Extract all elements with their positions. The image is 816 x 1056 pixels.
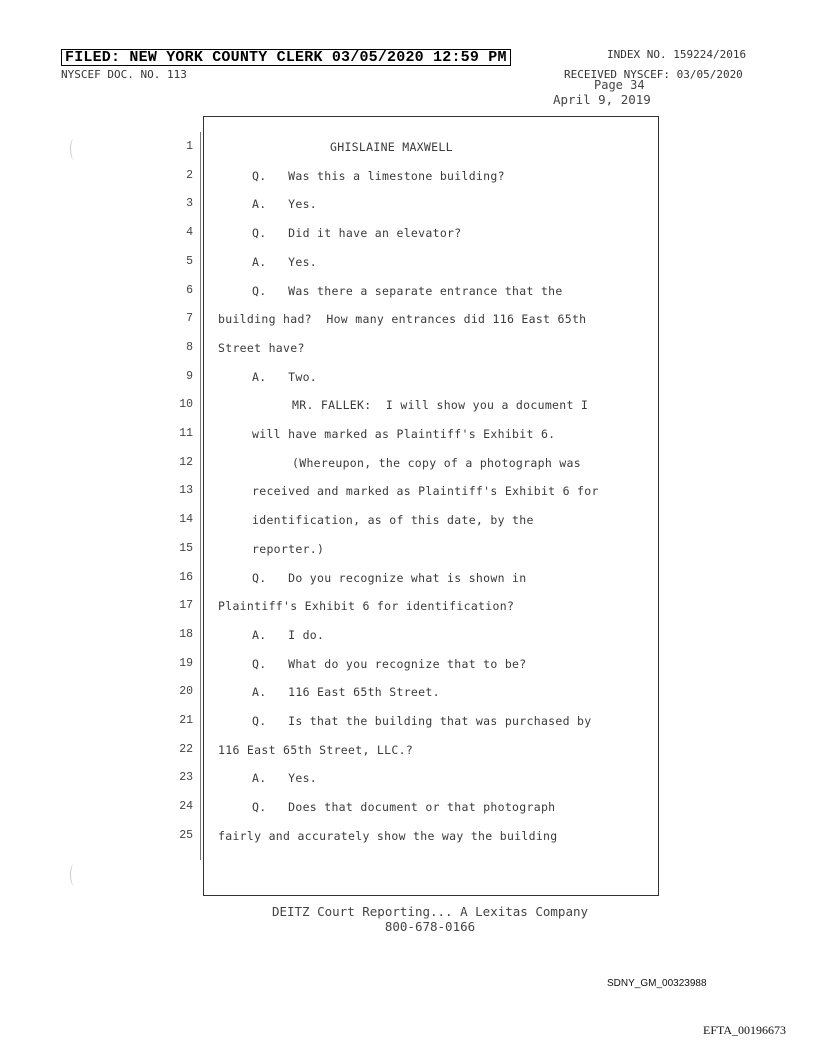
line-number: 20: [179, 685, 193, 699]
line-number: 3: [186, 197, 193, 211]
transcript-line: MR. FALLEK: I will show you a document I: [292, 398, 589, 413]
transcript-line: Q. Does that document or that photograph: [252, 800, 556, 815]
scan-mark: [70, 864, 79, 886]
line-number: 23: [179, 771, 193, 785]
transcript-line: building had? How many entrances did 116 East 65th: [218, 312, 587, 327]
line-number: 5: [186, 254, 193, 268]
transcript-line: Q. Do you recognize what is shown in: [252, 570, 527, 585]
transcript-line: (Whereupon, the copy of a photograph was: [292, 455, 581, 470]
nyscef-doc-number: NYSCEF DOC. NO. 113: [61, 68, 187, 81]
transcript-line: will have marked as Plaintiff's Exhibit 6.: [252, 427, 556, 441]
line-number: 17: [179, 599, 193, 613]
transcript-line: A. Yes.: [252, 254, 318, 269]
line-number: 8: [186, 340, 193, 354]
line-number: 6: [186, 283, 193, 297]
line-number: 1: [186, 140, 193, 153]
line-number: 15: [179, 541, 193, 555]
transcript-line: Q. What do you recognize that to be?: [252, 656, 527, 671]
transcript-line: Street have?: [218, 340, 305, 355]
line-number: 19: [179, 656, 193, 670]
scan-mark: [70, 138, 79, 160]
page-number: Page 34: [594, 78, 645, 92]
line-number: 21: [179, 714, 193, 727]
line-number: 4: [186, 226, 193, 240]
transcript-line: reporter.): [252, 541, 325, 556]
transcript-line: Q. Was there a separate entrance that the: [252, 283, 563, 298]
filed-stamp: FILED: NEW YORK COUNTY CLERK 03/05/2020 12:59 PM: [61, 49, 511, 66]
transcript-line: A. I do.: [252, 627, 325, 642]
line-number: 24: [179, 800, 193, 814]
deposition-date: April 9, 2019: [553, 92, 651, 107]
line-number: 16: [179, 570, 193, 584]
transcript-line: A. Yes.: [252, 771, 318, 786]
line-number: 12: [179, 455, 193, 469]
reporter-phone: 800-678-0166: [384, 919, 476, 934]
transcript-line: fairly and accurately show the way the building: [218, 828, 558, 843]
line-number: 18: [179, 627, 193, 641]
transcript-line: Q. Did it have an elevator?: [252, 226, 462, 241]
transcript-line: Plaintiff's Exhibit 6 for identification?: [218, 599, 515, 614]
line-number: 9: [186, 369, 193, 383]
line-number: 13: [179, 484, 193, 498]
line-number: 22: [179, 742, 193, 756]
received-date: RECEIVED NYSCEF: 03/05/2020: [564, 68, 743, 81]
transcript-line: A. Two.: [252, 369, 318, 384]
line-number: 25: [179, 828, 193, 842]
transcript-line: Q. Was this a limestone building?: [252, 168, 505, 183]
transcript-line: Q. Is that the building that was purchased by: [252, 714, 592, 728]
line-number: 10: [179, 398, 193, 412]
transcript-line: A. 116 East 65th Street.: [252, 685, 440, 700]
line-number: 7: [186, 312, 193, 326]
line-number: 14: [179, 513, 193, 527]
line-number: 2: [186, 168, 193, 182]
transcript-line: A. Yes.: [252, 197, 318, 212]
line-number: 11: [179, 427, 193, 440]
transcript-line: 116 East 65th Street, LLC.?: [218, 742, 414, 757]
transcript-line: identification, as of this date, by the: [252, 513, 534, 528]
transcript-line: GHISLAINE MAXWELL: [330, 140, 453, 154]
index-number: INDEX NO. 159224/2016: [607, 48, 747, 61]
efta-number: EFTA_00196673: [703, 1023, 787, 1037]
bates-number: SDNY_GM_00323988: [607, 978, 707, 989]
reporter-name: DEITZ Court Reporting... A Lexitas Company: [271, 904, 589, 919]
transcript-line: received and marked as Plaintiff's Exhibit 6 for: [252, 484, 599, 499]
